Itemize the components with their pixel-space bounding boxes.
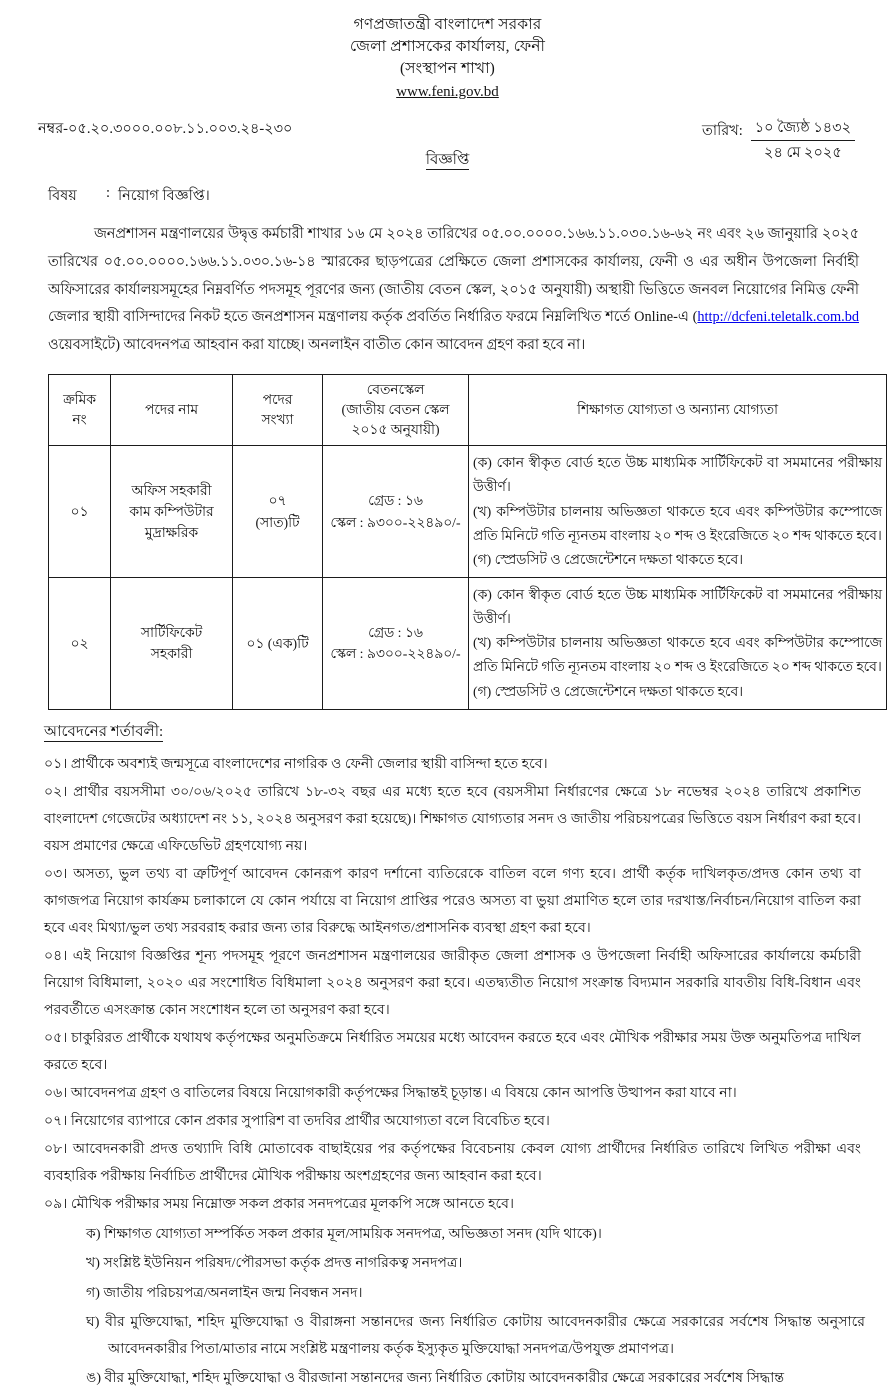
- header-serial-l2: নং: [72, 412, 87, 428]
- qualification-c: (গ) স্প্রেডসিট ও প্রেজেন্টেশনে দক্ষতা থাকতে হবে।: [473, 552, 744, 568]
- pay-scale-range: স্কেল : ৯৩০০-২২৪৯০/-: [330, 646, 461, 662]
- header-post-count-l1: পদের: [262, 392, 293, 408]
- intro-open-paren: (: [688, 309, 698, 326]
- conditions-heading: [44, 720, 865, 745]
- website-link[interactable]: www.feni.gov.bd: [396, 84, 499, 100]
- header-qualification: শিক্ষাগত যোগ্যতা ও অন্যান্য যোগ্যতা: [469, 375, 887, 446]
- condition-item: ০৫। চাকুরিরত প্রার্থীকে যথাযথ কর্তৃপক্ষের অনুমতিক্রমে নির্ধারিত সময়ের মধ্যে আবেদন করতে হবে এবং মৌখিক পরীক্ষার সময় উক্ত অনুমতিপত্র দাখিল করতে হবে।: [44, 1030, 861, 1074]
- pay-grade: গ্রেড : ১৬: [368, 624, 423, 640]
- letterhead: [30, 0, 865, 104]
- cell-post-name: [111, 446, 233, 578]
- post-count-l2: (সাত)টি: [255, 514, 300, 530]
- post-count-l1: ০৭: [268, 493, 287, 509]
- subject-value: নিয়োগ বিজ্ঞপ্তি।: [118, 187, 210, 204]
- subject-label: বিষয়: [48, 187, 77, 204]
- application-url-link[interactable]: http://dcfeni.teletalk.com.bd: [697, 309, 859, 326]
- table-header-row: [49, 375, 887, 446]
- header-pay-scale: [323, 375, 469, 446]
- condition-item: ০২। প্রার্থীর বয়সসীমা ৩০/০৬/২০২৫ তারিখে ১৮-৩২ বছর এর মধ্যে হতে হবে (বয়সসীমা নির্ধারণের ক্ষেত্রে ১৮ নভেম্বর ২০২৪ তারিখে প্রকাশিত বাংলাদেশ গেজেটের অধ্যাদেশ নং ১১, ২০২৪ অনুসরণ করা হয়েছে)। শিক্ষাগত যোগ্যতার সনদ ও জাতীয় পরিচয়পত্রের ভিত্তিতে বয়স নির্ধারণ করা হবে। বয়স প্রমাণের ক্ষেত্রে এফিডেভিট গ্রহণযোগ্য নয়।: [44, 783, 861, 854]
- cell-serial: ০১: [49, 446, 111, 578]
- pay-grade: গ্রেড : ১৬: [368, 493, 423, 509]
- cell-serial: ০২: [49, 578, 111, 710]
- cell-post-count: [233, 446, 323, 578]
- pay-scale-range: স্কেল : ৯৩০০-২২৪৯০/-: [330, 514, 461, 530]
- certificate-item: খ) সংশ্লিষ্ট ইউনিয়ন পরিষদ/পৌরসভা কর্তৃক প্রদত্ত নাগরিকত্ব সনদপত্র।: [86, 1255, 463, 1272]
- intro-paragraph: [30, 221, 865, 360]
- condition-item: ০৭। নিয়োগের ব্যাপারে কোন প্রকার সুপারিশ বা তদবির প্রার্থীর অযোগ্যতা বলে বিবেচিত হবে।: [44, 1113, 550, 1130]
- conditions-heading-text: আবেদনের শর্তাবলী:: [44, 723, 164, 740]
- date-label: তারিখ:: [701, 122, 743, 139]
- certificate-item: ঘ) বীর মুক্তিযোদ্ধা, শহিদ মুক্তিযোদ্ধা ও বীরাঙ্গনা সন্তানদের জন্য নির্ধারিত কোটায় আবেদনকারীর ক্ষেত্রে সরকারের সর্বশেষ সিদ্ধান্ত অনুসারে আবেদনকারীর পিতা/মাতার নামে সংশ্লিষ্ট মন্ত্রণালয় কর্তৃক ইস্যুকৃত মুক্তিযোদ্ধা সনদপত্র/উপযুক্ত প্রমাণপত্র।: [86, 1313, 865, 1357]
- certificate-item: ঙ) বীর মুক্তিযোদ্ধা, শহিদ মুক্তিযোদ্ধা ও বীরজানা সন্তানদের জন্য নির্ধারিত কোটায় আবেদনকারীর ক্ষেত্রে সরকারের সর্বশেষ সিদ্ধান্ত: [86, 1369, 785, 1386]
- header-post-count-l2: সংখ্যা: [261, 412, 294, 428]
- subject-row: [30, 185, 865, 209]
- qualification-c: (গ) স্প্রেডসিট ও প্রেজেন্টেশনে দক্ষতা থাকতে হবে।: [473, 683, 744, 699]
- condition-item: ০৯। মৌখিক পরীক্ষার সময় নিম্নোক্ত সকল প্রকার সনদপত্রের মূলকপি সঙ্গে আনতে হবে।: [44, 1196, 515, 1213]
- cell-pay-scale: [323, 446, 469, 578]
- qualification-a: (ক) কোন স্বীকৃত বোর্ড হতে উচ্চ মাধ্যমিক সার্টিফিকেট বা সমমানের পরীক্ষায় উত্তীর্ণ।: [473, 587, 882, 626]
- table-row: [49, 446, 887, 578]
- certificates-list: [30, 1221, 865, 1391]
- cell-qualification: [469, 578, 887, 710]
- header-pay-scale-l1: বেতনস্কেল: [366, 382, 425, 398]
- subject-colon: :: [106, 184, 111, 201]
- condition-item: ০৪। এই নিয়োগ বিজ্ঞপ্তির শূন্য পদসমূহ পূরণে জনপ্রশাসন মন্ত্রণালয়ের জারীকৃত জেলা প্রশাসক ও উপজেলা নির্বাহী অফিসারের কার্যালয়ে কর্মচারী নিয়োগ বিধিমালা, ২০২০ এর সংশোধিত বিধিমালা ২০২৪ অনুসরণ করা হবে। এতদ্ব্যতীত নিয়োগ সংক্রান্ত বিদ্যমান সরকারি যাবতীয় বিধি-বিধান এবং পরবর্তীতে এসংক্রান্ত কোন সংশোধন হলে তা অনুসরণ করা হবে।: [44, 947, 861, 1019]
- condition-item: ০৩। অসত্য, ভুল তথ্য বা ত্রুটিপূর্ণ আবেদন কোনরূপ কারণ দর্শানো ব্যতিরেকে বাতিল বলে গণ্য হবে। প্রার্থী কর্তৃক দাখিলকৃত/প্রদত্ত কোন তথ্য বা কাগজপত্র নিয়োগ কার্যক্রম চলাকালে যে কোন পর্যায়ে বা নিয়োগ প্রাপ্তির পরেও অসত্য বা ভুয়া প্রমাণিত হলে তার দরখাস্ত/নির্বাচন/নিয়োগ বাতিল করা হবে এবং মিথ্যা/ভুল তথ্য সরবরাহ করার জন্য তার বিরুদ্ধে আইনগত/প্রশাসনিক ব্যবস্থা গ্রহণ করা হবে।: [44, 865, 861, 936]
- condition-item: ০১। প্রার্থীকে অবশ্যই জন্মসূত্রে বাংলাদেশের নাগরিক ও ফেনী জেলার স্থায়ী বাসিন্দা হতে হবে।: [44, 755, 548, 772]
- posts-table: [48, 374, 887, 709]
- date-block: [702, 118, 865, 164]
- cell-qualification: [469, 446, 887, 578]
- qualification-b: (খ) কম্পিউটার চালনায় অভিজ্ঞতা থাকতে হবে এবং কম্পিউটার কম্পোজে প্রতি মিনিটে গতি ন্যূনতম বাংলায় ২০ শব্দ ও ইংরেজিতে ২০ শব্দ থাকতে হবে।: [473, 503, 882, 543]
- certificate-item: ক) শিক্ষাগত যোগ্যতা সম্পর্কিত সকল প্রকার মূল/সাময়িক সনদপত্র, অভিজ্ঞতা সনদ (যদি থাকে)।: [86, 1226, 602, 1243]
- cell-pay-scale: [323, 578, 469, 710]
- qualification-b: (খ) কম্পিউটার চালনায় অভিজ্ঞতা থাকতে হবে এবং কম্পিউটার কম্পোজে প্রতি মিনিটে গতি ন্যূনতম বাংলায় ২০ শব্দ ও ইংরেজিতে ২০ শব্দ থাকতে হবে।: [473, 635, 882, 675]
- date-bengali: ১০ জ্যৈষ্ঠ ১৪৩২: [751, 118, 855, 141]
- conditions-list: [30, 751, 865, 1219]
- header-pay-scale-l2: (জাতীয় বেতন স্কেল: [341, 402, 450, 418]
- table-row: [49, 578, 887, 710]
- cell-post-count: [233, 578, 323, 710]
- post-name-l1: অফিস সহকারী: [131, 482, 212, 498]
- header-post-count: [233, 375, 323, 446]
- online-word: Online-এ: [634, 309, 689, 326]
- header-post-name: পদের নাম: [111, 375, 233, 446]
- header-serial: [49, 375, 111, 446]
- branch-name: (সংস্থাপন শাখা): [400, 60, 495, 77]
- header-serial-l1: ক্রমিক: [63, 392, 96, 408]
- memo-number: নম্বর-০৫.২০.৩০০০.০০৮.১১.০০৩.২৪-২৩০: [38, 120, 293, 137]
- post-name-l2: কাম কম্পিউটার: [129, 504, 214, 520]
- qualification-a: (ক) কোন স্বীকৃত বোর্ড হতে উচ্চ মাধ্যমিক সার্টিফিকেট বা সমমানের পরীক্ষায় উত্তীর্ণ।: [473, 455, 882, 495]
- header-pay-scale-l3: ২০১৫ অনুযায়ী): [351, 422, 440, 438]
- notice-title-text: বিজ্ঞপ্তি: [425, 151, 470, 168]
- condition-item: ০৮। আবেদনকারী প্রদত্ত তথ্যাদি বিধি মোতাবেক বাছাইয়ের পর কর্তৃপক্ষের বিবেচনায় কেবল যোগ্য প্রার্থীদের নির্ধারিত তারিখে লিখিত পরীক্ষা এবং ব্যবহারিক পরীক্ষায় নির্বাচিত প্রার্থীদের মৌখিক পরীক্ষায় অংশগ্রহণের জন্য আহবান করা হবে।: [44, 1141, 861, 1185]
- condition-item: ০৬। আবেদনপত্র গ্রহণ ও বাতিলের বিষয়ে নিয়োগকারী কর্তৃপক্ষের সিদ্ধান্তই চূড়ান্ত। এ বিষয়ে কোন আপত্তি উত্থাপন করা যাবে না।: [44, 1085, 737, 1102]
- certificate-item: গ) জাতীয় পরিচয়পত্র/অনলাইন জন্ম নিবন্ধন সনদ।: [86, 1284, 363, 1301]
- post-name-l1: সার্টিফিকেট: [140, 624, 203, 640]
- post-name-l3: মুদ্রাক্ষরিক: [144, 525, 199, 541]
- intro-text-part1: জনপ্রশাসন মন্ত্রণালয়ের উদ্বৃত্ত কর্মচারী শাখার ১৬ মে ২০২৪ তারিখের ০৫.০০.০০০০.১৬৬.১১.০৩০.১৬-৬২ নং এবং ২৬ জানুয়ারি ২০২৫ তারিখের ০৫.০০.০০০০.১৬৬.১১.০৩০.১৬-১৪ স্মারকের ছাড়পত্রের প্রেক্ষিতে জেলা প্রশাসকের কার্যালয়, ফেনী ও এর অধীন উপজেলা নির্বাহী অফিসারের কার্যালয়সমূহের নিম্নবর্ণিত পদসমূহ পূরণের জন্য (জাতীয় বেতন স্কেল, ২০১৫ অনুযায়ী) অস্থায়ী ভিত্তিতে জনবল নিয়োগের নিমিত্ত ফেনী জেলার স্থায়ী বাসিন্দাদের নিকট হতে জনপ্রশাসন মন্ত্রণালয় কর্তৃক প্রবর্তিত নির্ধারিত ফরমে নিম্নলিখিত শর্তে: [48, 225, 859, 326]
- office-name: জেলা প্রশাসকের কার্যালয়, ফেনী: [349, 38, 546, 55]
- intro-text-part2: ওয়েবসাইটে) আবেদনপত্র আহবান করা যাচ্ছে। অনলাইন বাতীত কোন আবেদন গ্রহণ করা হবে না।: [48, 337, 586, 354]
- govt-name: গণপ্রজাতন্ত্রী বাংলাদেশ সরকার: [353, 16, 542, 33]
- date-stack: [751, 118, 855, 164]
- post-count-l1: ০১ (এক)টি: [246, 635, 309, 651]
- post-name-l2: সহকারী: [150, 646, 193, 662]
- date-gregorian: ২৪ মে ২০২৫: [764, 144, 842, 161]
- cell-post-name: [111, 578, 233, 710]
